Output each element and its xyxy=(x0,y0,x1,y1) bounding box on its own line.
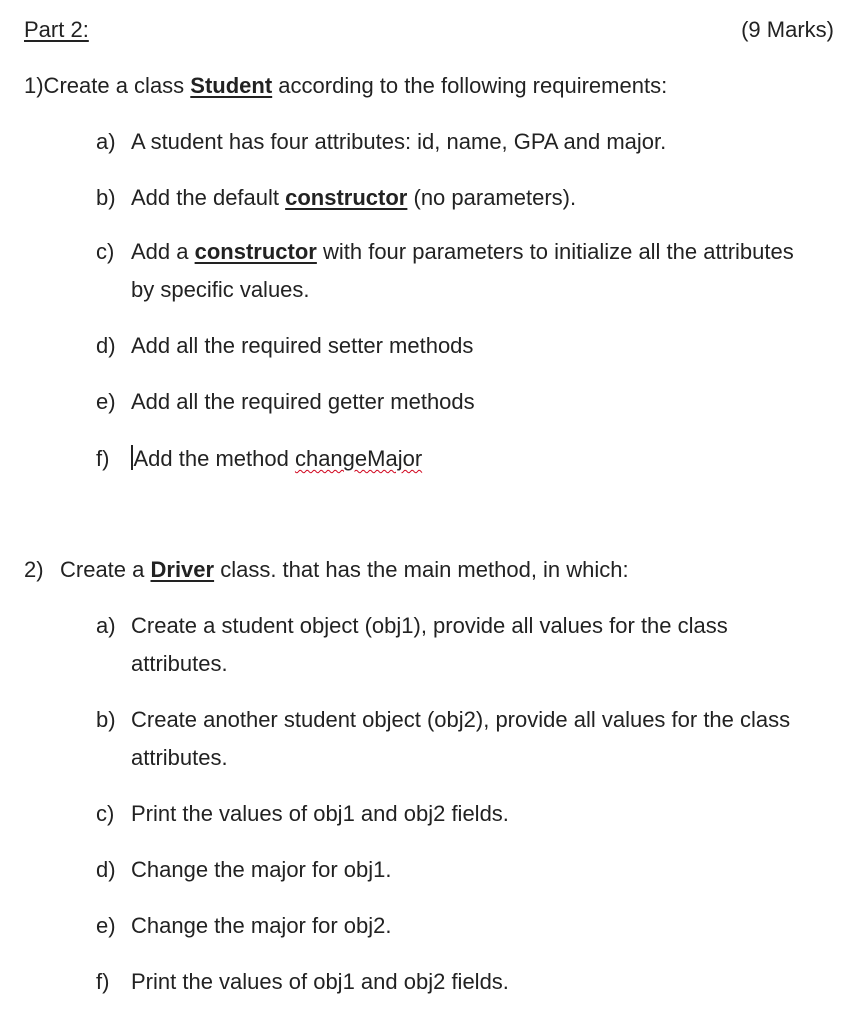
item-text: Create a student object (obj1), provide all values for the class xyxy=(131,613,728,638)
item-text: Create another student object (obj2), provide all values for the class xyxy=(131,707,791,732)
item-label: f) xyxy=(96,446,110,471)
part-title: Part 2: xyxy=(24,17,89,42)
item-label: d) xyxy=(96,857,116,882)
item-text: Add all the required setter methods xyxy=(131,333,474,358)
item-label: b) xyxy=(96,185,116,210)
class-name-student: Student xyxy=(190,73,273,98)
text-cursor xyxy=(131,445,133,470)
item-continuation: attributes. xyxy=(131,745,228,770)
section2-suffix: class. that has the main method, in which: xyxy=(214,557,629,582)
list-item xyxy=(96,913,392,939)
keyword-constructor: constructor xyxy=(194,239,317,264)
item-label: e) xyxy=(96,913,116,938)
section1-heading xyxy=(24,73,667,99)
item-text: Change the major for obj1. xyxy=(131,857,392,882)
list-item xyxy=(96,185,576,211)
spellcheck-word[interactable]: changeMajor xyxy=(294,446,423,471)
item-text: Add all the required getter methods xyxy=(131,389,475,414)
section2-heading xyxy=(24,557,629,583)
list-item xyxy=(96,707,790,733)
item-text: (no parameters). xyxy=(407,185,577,210)
section2-number: 2) xyxy=(24,557,44,582)
item-label: c) xyxy=(96,239,115,264)
list-item xyxy=(96,239,794,265)
keyword-constructor: constructor xyxy=(285,185,408,210)
item-label: a) xyxy=(96,129,116,154)
item-label: f) xyxy=(96,969,110,994)
section1-suffix: according to the following requirements: xyxy=(272,73,668,98)
item-text: Add a xyxy=(131,239,195,264)
section1-prefix: 1)Create a class xyxy=(24,73,191,98)
item-text: Print the values of obj1 and obj2 fields. xyxy=(131,969,509,994)
list-item xyxy=(96,445,422,472)
item-text: Add the method xyxy=(133,446,295,471)
item-label: d) xyxy=(96,333,116,358)
item-continuation: by specific values. xyxy=(131,277,310,302)
item-text: A student has four attributes: id, name, GPA and major. xyxy=(131,129,667,154)
item-label: e) xyxy=(96,389,116,414)
item-continuation: attributes. xyxy=(131,651,228,676)
item-text: Change the major for obj2. xyxy=(131,913,392,938)
item-text: with four parameters to initialize all the attributes xyxy=(316,239,794,264)
list-item xyxy=(96,613,728,639)
list-item xyxy=(96,801,509,827)
section2-prefix: Create a xyxy=(60,557,151,582)
item-label: a) xyxy=(96,613,116,638)
list-item xyxy=(96,129,666,155)
item-text: Print the values of obj1 and obj2 fields. xyxy=(131,801,509,826)
class-name-driver: Driver xyxy=(150,557,215,582)
marks-label: (9 Marks) xyxy=(741,17,834,42)
list-item xyxy=(96,389,475,415)
item-label: b) xyxy=(96,707,116,732)
list-item xyxy=(96,333,473,359)
item-label: c) xyxy=(96,801,115,826)
item-text: Add the default xyxy=(131,185,286,210)
list-item xyxy=(96,969,509,995)
list-item xyxy=(96,857,392,883)
